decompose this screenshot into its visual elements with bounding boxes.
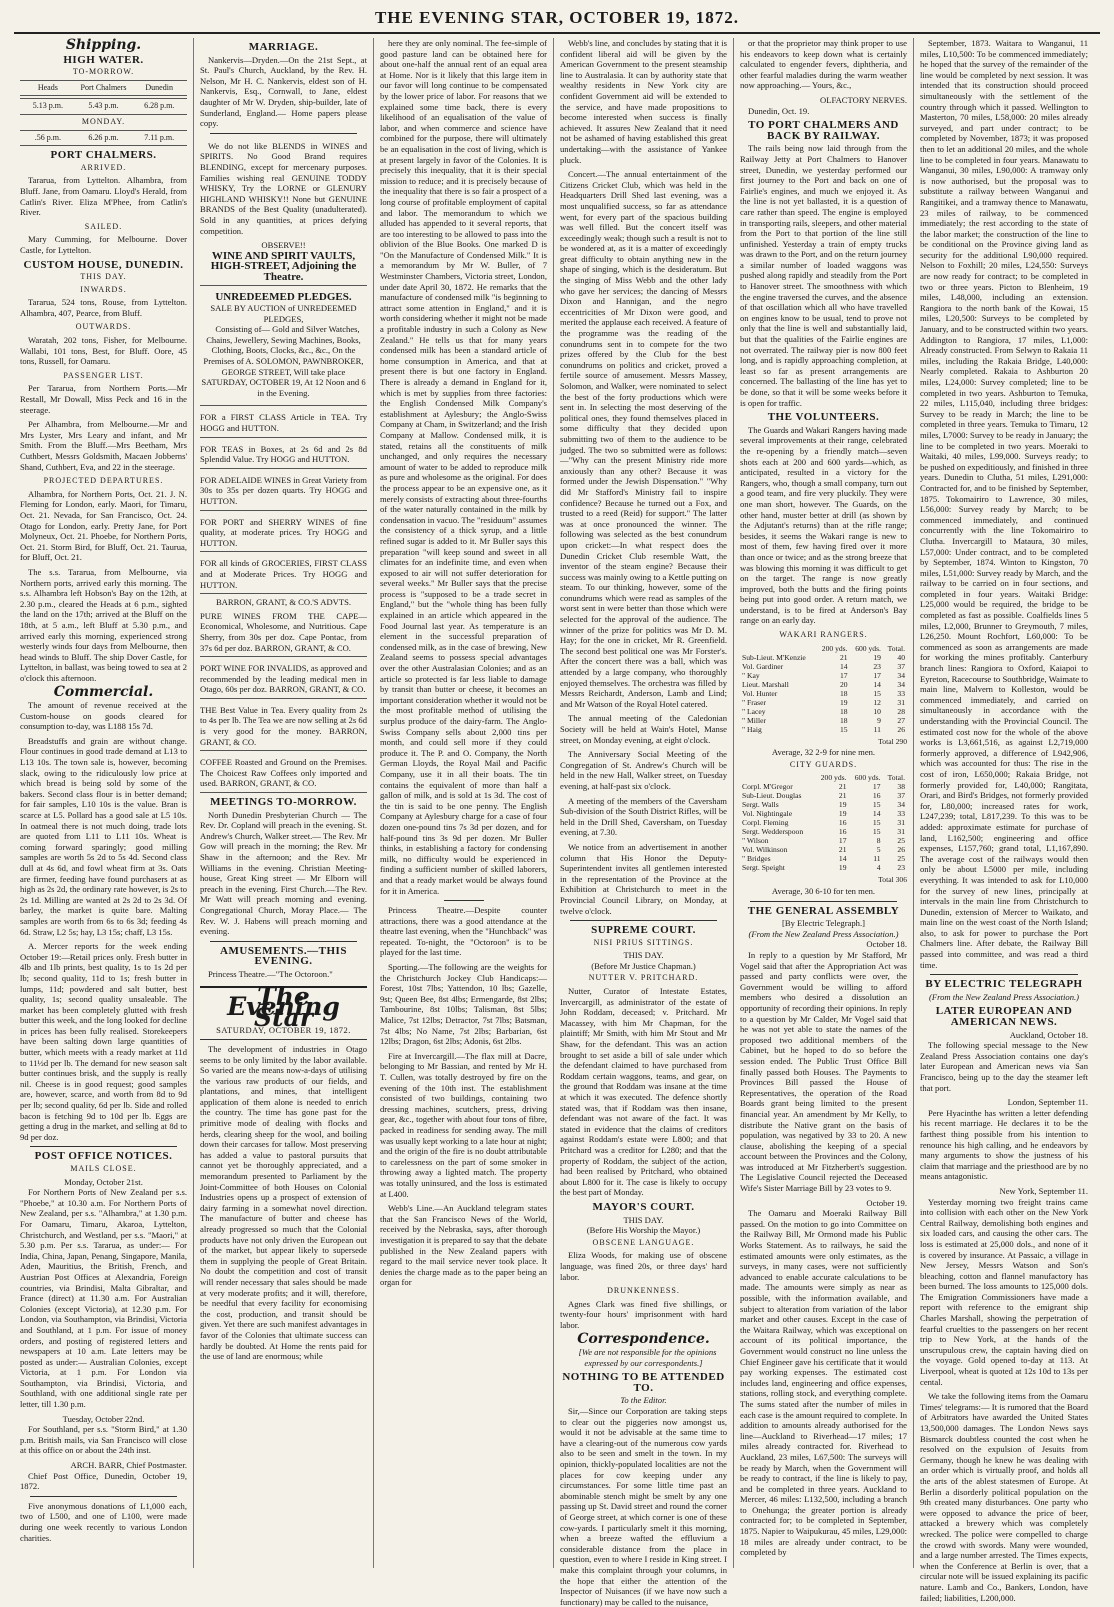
barron-heading: BARRON, GRANT, & CO.'S ADVTS.: [215, 597, 352, 608]
tide-cell: 7.11 p.m.: [144, 132, 175, 142]
table-cell: 17: [873, 670, 881, 680]
tide-cell: .56 p.m.: [34, 132, 61, 142]
wine-ad-text: We do not like BLENDS in WINES and SPIRITS. No Good Brand requires BLENDING, except for mercenary purposes. Families wishing real GENUINE TODDY WHISKY, Try the LORNE or GLENURY HIGHLAND WHISKY!! None but GENUINE BRANDS of the Best Quality (unadulterated). Sold in any quantities, at prices defying competition.: [200, 140, 367, 236]
table-cell: 33: [897, 688, 905, 698]
table-cell: 15: [872, 800, 881, 810]
tea-ad: FOR a FIRST CLASS Article in TEA. Try HOGG and HUTTON.: [200, 409, 367, 437]
inwards-text: Tararua, 524 tons, Rouse, from Lyttelton. Alhambra, 407, Pearce, from Bluff.: [20, 297, 187, 318]
column-local-news: [554, 38, 734, 1607]
table-cell: 33: [897, 809, 905, 819]
table-cell: 18: [839, 688, 848, 698]
table-cell: 10: [873, 706, 881, 716]
mails-close-label: MAILS CLOSE.: [70, 1164, 137, 1173]
column-advertisements: [194, 38, 374, 1568]
sailed-text: Mary Cumming, for Melbourne. Dover Castle, for Lyttelton.: [20, 234, 187, 255]
table-cell: 15: [872, 827, 881, 837]
table-cell: " Haig: [742, 724, 762, 734]
public-works-continued: September, 1873. Waitara to Wanganui, 11 miles, L10,500: To be commenced immediately; he hoped that the survey of the remainder of the line would be completed by next session. It was intended that its construction should proceed simultaneously with the settlement of the country through which it passed. Wellington to Masterton, 70 miles, L58,000: 20 miles already surveyed, and part under contract; to be completed by November, 1873; it was proposed then to let an additional 20 miles, and the whole line to be completed in four years. Manawatu to Wanganui, 30 miles, L90,000: A tramway only is now authorised, but the proposal was to substitute a railway between Wanganui and Rangitikei, and a tramway thence to Manawatu, 23 miles of railway, to be commenced immediately; the rest according to the state of the labor market; the construction of the line to be conditional on the Province giving land as security for the additional L90,000 required. Nelson to Foxhill; 20 miles, L24,550: Surveys are now ready for contract; to be completed in two or three years. Picton to Blenheim, 19 miles, L48,000, including an extension. Rangiora to the north bank of the Kowai, 15 miles, L20,500: Surveys to be completed by January, and to be constructed within two years. Addington to Rangiora, 17 miles, L1,000: Already constructed. From Selwyn to Rakaia 11 miles, including the Rakaia Bridge, L40,000: Nearly completed. Rakaia to Ashburton 20 miles, L24,000: Survey completed; line to be completed in two years. Ashburton to Temuka, 22 miles, L115,040, including three bridges: Survey to be ready in March; the line to be completed in three years. Temuka to Timaru, 12 miles, L7000: Survey to be ready in January; the line to be completed in two years. Moeraki to Waitaki, 40 miles, L99,000. Surveys ready; to be pushed on expeditiously, and finished in three years. Dunedin to Clutha, 51 miles, L291,000: Contracted for, and to be finished by September, 1875. Tokomairiro to Lawrence, 30 miles, L56,000: Survey ready by March; to be commenced immediately, and continued concurrently with the line Tokomairiro to Clutha. Invercargill to Mataura, 30 miles, L57,000: Under contract, and to be completed by September, 1874. Winton to Kingston, 70 miles, L51,000: Survey ready by March, and the railway to be carried on in four sections, and completed in four years. Waitaki Bridge: L25,000 would be required, the bridge to be completed as fast as possible. Coalfields lines 5 miles, L2,000, Brunner to Greymouth, 7 miles, L26,250. Mount Rochfort, L60,000: To be commenced as soon as arrangements are made for working the mines profitably. Canterbury branch lines: Rangiora to Oxford, Kaiapoi to Eyreton, Racecourse to Southbridge, Waimate to main line, Malvern to Kolleston, would be commenced immediately, and carried on simultaneously in accordance with the understanding with the Provincial Council. The estimated cost now for the whole of the above works is L3,661,516, as against L2,719,000 formerly approved, a difference of L942,906, which was accounted for thus: The rise in the cost of iron, L650,000; Rakaia Bridge, not formerly provided for, L40,000; Rangitata, Orari, and Bird's Bridges, not formerly provided for, L80,000; increased rates for work, L247,239; total, L817,239. To this was to be added: approximate estimate for purchase of land, L162,500; engineering and office expenses, L157,760; grand total, L1,167,890. The average cost of the railways would then only be about L5000 per mile, including everything. It was intended to ask for L10,000 for the survey of new lines, principally at intervals in the main line from Christchurch to Dunedin, extension of Mercer to Waikato, and main line on the west coast of the North Island; also, to ask for power to purchase the Port Chalmers line. After debate, the Railway Bill passed into committee, and was read a third time.: [920, 38, 1088, 970]
masthead: THE EVENING STAR, OCTOBER 19, 1872.: [14, 6, 1100, 34]
nameplate-date: SATURDAY, OCTOBER 19, 1872.: [200, 1025, 367, 1040]
divider: [444, 900, 484, 901]
wakari-total: Total 290: [878, 736, 907, 746]
passenger-text-2: Per Alhambra, from Melbourne.—Mr and Mrs Lyster, Mrs Leary and infant, and Mr Smith. From the Bluff.—Mrs Beetham, Mrs Cuthbert, Messrs Goldsmith, Macaen Jobberns' Shand, Cuthbert, Eva, and 22 in the steerage.: [20, 419, 187, 472]
letter-title: NOTHING TO BE ATTENDED TO.: [562, 1371, 725, 1394]
leader-article: The development of industries in Otago seems to be only limited by the labor available. So varied are the means now-a-days of utilising the various raw products of our fields, and plantations, and mines, that intelligent application of them alone is needed to enrich the country. The time has gone past for the primitive mode of dealing with flocks and herds, clearing sheep for the wool, and boiling down their carcases for tallow. Most preserving has added a value to pastoral pursuits that cannot yet be thoroughly appreciated, and a memorandum presented to Parliament by the Joint-Committee of both Houses on Colonial Industries opens up a prospect of extension of dairy farming in a somewhat novel direction. The manufacture of butter and cheese has already progressed so much that the Colonial products have not only driven the European out of the market, but appear likely to supersede them in supplying the people of Great Britain. No doubt the competition and cost of transit will render necessary that sales should be made at very moderate profits; and it will, therefore, be needful that every facility for economising the cost, production, and transit should be given. Yet there are such manifest advantages in favor of the Colonies that ultimate success can hardly be doubted. At Home the rents paid for the use of land are enormous; while: [200, 1043, 367, 1362]
mails-text: For Northern Ports of New Zealand per s.s. "Phoebe," at 10.30 a.m. For Northern Ports of New Zealand, per s.s. "Alhambra," at 1.30 p.m. For Oamaru, Timaru, Akaroa, Lyttelton, Christchurch, and Westland, per s.s. "Maori," at 5.30 p.m. Per s.s. Tararua, as under:— For India, China, Japan, Penang, Singapore, Manila, Aden, Mauritius, the British, French, and Austrian Post Offices at Alexandria, Foreign countries, via Brindisi, Malta Gibraltar, and France (direct) at 11.30 a.m. For Australian Colonies (except Victoria), at 12.30 p.m. For London, via Southampton, via Brindisi, Victoria and Southland, at 1 p.m. For issue of money orders, and posting of registered letters and newspapers at 10 a.m. Late letters may be posted as under:— Australian Colonies, except Victoria, at 1 p.m. For London via Southampton, via Brindisi, Victoria, and Southland, with one additional single rate per letter, till 1.30 p.m.: [20, 1187, 187, 1410]
volunteers-heading: THE VOLUNTEERS.: [767, 411, 880, 424]
table-cell: 37: [897, 661, 905, 671]
table-cell: Sergt. Walls: [742, 800, 779, 810]
coffee-ad: COFFEE Roasted and Ground on the Premises. The Choicest Raw Coffees only imported and used. BARRON, GRANT, & CO.: [200, 754, 367, 793]
pledges-subtitle: SALE BY AUCTION of UNREDEEMED PLEDGES,: [210, 303, 357, 324]
assembly-heading: THE GENERAL ASSEMBLY: [747, 904, 900, 917]
guards-table-body: [740, 782, 907, 872]
this-day-label: THIS DAY.: [623, 950, 664, 961]
table-header-cell: [740, 773, 814, 782]
table-cell: Sub-Lieut. Douglas: [742, 791, 802, 801]
marriage-text: Nankervis—Dryden.—On the 21st Sept., at St. Paul's Church, Auckland, by the Rev. H. Nelson, Mr H. C. Nankervis, eldest son of H. Nankervis, Esq., Cornwall, to Jane, eldest daughter of Mr W. Dryden, ship-builder, late of Sunderland, England.— Home papers please copy.: [200, 54, 367, 129]
table-cell: Lieut. Marshall: [742, 679, 789, 689]
table-row: [740, 680, 907, 689]
table-cell: 17: [839, 670, 848, 680]
wine-vaults-label: WINE AND SPIRIT VAULTS, HIGH-STREET, Adjoining the Theatre.: [210, 249, 357, 283]
fire-item: Fire at Invercargill.—The flax mill at Dacre, belonging to Mr Bassian, and rented by Mr H. T. Cullen, was totally destroyed by fire on the evening of the 10th inst. The establishment consisted of two buildings, containing two dressing machines, scutchers, press, driving gear, &c., together with about four tons of fibre, packed in readiness for sending away. The mill was usually kept working to a late hour at night; and the origin of the fire is no doubt attributable to carelessness on the part of some smoker in throwing away a lighted match. The property was totally uninsured, and the loss is estimated at L400.: [380, 1050, 547, 1199]
letter-continued: or that the proprietor may think proper to use his endeavors to keep down what is certainly calculated to engender fevers, diphtheria, and other fearful maladies during the warm weather now approaching.— Yours, &c.,: [740, 38, 907, 91]
table-cell: 26: [897, 845, 905, 855]
table-row: [740, 800, 907, 809]
mayors-before-label: (Before His Worship the Mayor.): [586, 1225, 701, 1236]
meetings-heading: MEETINGS TO-MORROW.: [210, 796, 357, 809]
table-cell: 23: [873, 661, 881, 671]
tide-row-monday: [20, 130, 187, 147]
table-cell: " Lacey: [742, 706, 766, 716]
table-header-row: [740, 644, 907, 653]
table-cell: 14: [872, 809, 881, 819]
pledges-title: UNREDEEMED PLEDGES.: [215, 291, 352, 304]
table-cell: 15: [873, 688, 881, 698]
tea-boxes-ad: FOR TEAS in Boxes, at 2s 6d and 2s 8d Splendid Value. Try HOGG and HUTTON.: [200, 441, 367, 469]
newyork-dateline: New York, September 11.: [999, 1185, 1088, 1196]
guards-score-table: [740, 773, 907, 872]
table-cell: " Bridges: [742, 854, 771, 864]
tide-cell: 6.28 p.m.: [144, 101, 175, 111]
table-cell: 11: [873, 854, 881, 864]
wakari-heading: WAKARI RANGERS.: [779, 630, 868, 640]
table-row: [740, 698, 907, 707]
commercial-heading: Commercial.: [53, 684, 154, 701]
port-chalmers-heading: PORT CHALMERS.: [50, 149, 157, 162]
railway-heading: TO PORT CHALMERS AND BACK BY RAILWAY.: [748, 119, 899, 142]
monday-label: MONDAY.: [81, 116, 126, 126]
webbs-line-item: Webb's Line.—An Auckland telegram states that the San Francisco News of the World, received by the Nebraska, says, after thorough investigation it is prepared to say that the debate published in the New Zealand papers with regard to the mail service never took place. It denies the charge made as to the paper being an organ for: [380, 1203, 547, 1288]
groceries-ad: FOR all kinds of GROCERIES, FIRST CLASS and at Moderate Prices. Try HOGG and HUTTON.: [200, 555, 367, 594]
table-cell: 15: [839, 724, 848, 734]
monday-date: Monday, October 21st.: [64, 1176, 143, 1187]
table-cell: 8: [876, 836, 881, 846]
theatre-item: Princess Theatre.—Despite counter attractions, there was a good attendance at the theatre last evening, when the "Hunchback" was repeated. To-night, the "Octoroon" is to be played for the last time.: [380, 905, 547, 958]
table-cell: 34: [897, 800, 905, 810]
correspondence-heading: Correspondence.: [577, 1331, 710, 1348]
table-row: [740, 845, 907, 854]
table-cell: " Fraser: [742, 697, 766, 707]
oamaru-telegrams: We take the following items from the Oamaru Times' telegrams:— It is rumored that the Board of Arbitrators have awarded the United States 13,500,000 damages. The London News says Bismarck doubtless counted the cost when he resolved on the expulsion of Jesuits from Germany, though he knew he was dealing with an order which is virtually proof, and holds all the arts of the ablest statesmen of Europe. At Berlin a disorderly political population on the 9th created many disturbances. One party who were opposed to advance the price of beer, attacked a brewery which was completely wrecked. The police were compelled to charge the crowd with swords. Many were wounded, and a large number arrested. The Times expects, when the Conference at Berlin is over, that a circular note will be issued explaining its pacific nature. Lamb and Co., Bankers, London, have failed; liabilities, L200,000.: [920, 1391, 1088, 1603]
table-row: [740, 854, 907, 863]
drunk-text: Agnes Clark was fined five shillings, or twenty-four hours' imprisonment with hard labor.: [560, 1298, 727, 1330]
table-header-cell: [740, 644, 816, 653]
letter-text: Sir,—Since our Corporation are taking steps to clear out the piggeries now amongst us, would it not be advisable at the same time to have a clearing-out of the numerous cow yards also to be seen and smelt in the town. In my opinion, thickly-populated localities are not the places for cow keeping under any circumstances. For some little time past an abominable stench might be smelt by any one passing up St. David street and round the corner of George street, at which corner is one of these cow-yards. I particularly smelt it this morning, when a breeze wafted the effluvium a considerable distance from the place in question, even to where I reside in King street. I make this complaint through your columns, in the hope that either the attention of the Inspector of Nuisances (if we have now such a functionary) may be called to the nuisance,: [560, 1406, 727, 1607]
table-cell: 16: [838, 818, 847, 828]
projected-label: PROJECTED DEPARTURES.: [43, 476, 164, 486]
table-cell: Vol. Nightingale: [742, 809, 793, 819]
guards-average: Average, 30 6-10 for ten men.: [771, 886, 876, 897]
table-cell: 37: [897, 791, 905, 801]
tea-value-ad: THE Best Value in Tea. Every quality from 2s to 4s per lb. The Tea we are now selling at 2s 6d is very good for the money. BARRON, GRANT, & CO.: [200, 702, 367, 751]
table-cell: 25: [897, 836, 905, 846]
table-row: [740, 716, 907, 725]
obscene-label: OBSCENE LANGUAGE.: [592, 1237, 695, 1247]
pledges-text: Consisting of— Gold and Silver Watches, Chains, Jewellery, Sewing Machines, Books, Clothing, Boots, Clocks, &c., &c., On the Premises of A. SOLOMON, PAWNBROKER, GEORGE STREET, Will take place SATURDAY, OCTOBER 19, At 12 Noon and 6 in the Evening.: [201, 324, 366, 398]
tide-head-port: Port Chalmers: [80, 82, 127, 92]
observe-label: OBSERVE!!: [261, 240, 306, 251]
shipping-paragraph: The s.s. Tararua, from Melbourne, via Northern ports, arrived early this morning. The s.s. Alhambra left Hobson's Bay on the 12th, at 2.30 p.m., cleared the Heads at 6 p.m., sighted the land on the 17th; arrived at the Bluff on the 18th, at 5 a.m., left Bluff at 5.30 p.m., and arrived early this morning, experienced strong westerly winds four days from Melbourne, then head winds to Bluff. The ship Dover Castle, for Lyttelton, in ballast, was being towed to sea at 2 o'clock this afternoon.: [20, 566, 187, 683]
table-cell: 14: [838, 854, 847, 864]
assembly-date: October 18.: [866, 939, 907, 950]
table-cell: " Kay: [742, 670, 760, 680]
table-row: [740, 809, 907, 818]
table-cell: 19: [838, 809, 847, 819]
disclaimer-text: [We are not responsible for the opinions expressed by our correspondents.]: [578, 1347, 717, 1368]
adelaide-wines-ad: FOR ADELAIDE WINES in Great Variety from 30s to 35s per dozen quarts. Try HOGG and HUTTON.: [200, 472, 367, 511]
table-cell: 19: [838, 863, 847, 873]
table-cell: Corpl. Fleming: [742, 818, 789, 828]
table-row: [740, 725, 907, 734]
commercial-para-1: The amount of revenue received at the Custom-house on goods cleared for consumption to-day, was L188 15s 7d.: [20, 700, 187, 732]
customs-heading: CUSTOM HOUSE, DUNEDIN.: [23, 258, 184, 271]
column-editorial: [374, 38, 554, 1568]
column-shipping: [14, 38, 194, 1568]
table-row: [740, 818, 907, 827]
newspaper-nameplate: The Evening Star: [200, 986, 367, 1024]
amusements-heading: AMUSEMENTS.—THIS EVENING.: [220, 944, 347, 968]
port-invalids-ad: PORT WINE FOR INVALIDS, as approved and recommended by the leading medical men in Otago, 60s per doz. BARRON, GRANT, & CO.: [200, 660, 367, 699]
table-cell: 17: [838, 836, 847, 846]
table-cell: 17: [872, 782, 881, 792]
table-cell: 16: [838, 827, 847, 837]
caversham-item: A meeting of the members of the Caversham Sub-division of the South District Rifles, will be held in the Drill Shed, Caversham, on Tuesday evening, at 7.30.: [560, 795, 727, 838]
table-header-cell: 600 yds.: [854, 773, 881, 783]
case-text: Nutter, Curator of Intestate Estates, Invercargill, as administrator of the estate of John Roddam, deceased; v. Pritchard. Mr Macassey, with him Mr Chapman, for the plaintiff; Mr Smith, with him Mr Stout and Mr Shaw, for the defendant. This was an action brought to set aside a bill of sale under which the defendant claimed to have purchased from Roddam certain waggons, teams, and gear, on the ground that Roddam was insane at the time at which it was executed. The defence shortly stated was, that if Roddam was then insane, defendant was not aware of the fact. It was stated in evidence that the claims of creditors against Roddam's estate were L800; and that Pritchard was a creditor for L280; and that the property of Roddam, the subject of the action, had been realised by Pritchard, who obtained about L800 for it. The case is likely to occupy the best part of Monday.: [560, 986, 727, 1198]
table-cell: 14: [839, 661, 848, 671]
sailed-label: SAILED.: [84, 221, 123, 231]
table-cell: 20: [839, 679, 848, 689]
outwards-text: Waratah, 202 tons, Fisher, for Melbourne. Wallabi, 101 tons, Best, for Bluff. Oore, 45 tons, Russell, for Oamaru.: [20, 335, 187, 367]
column-railway-volunteers: [734, 38, 914, 1568]
cape-wines-ad: PURE WINES FROM THE CAPE— Economical, Wholesome, and Nutritious. Cape Sherry, from 30s per doz. Cape Pontac, from 37s 6d per doz. BARRON, GRANT, & CO.: [200, 608, 367, 657]
caledonian-item: The annual meeting of the Caledonian Society will be held at Wain's Hotel, Manse street, on Monday evening, at eight o'clock.: [560, 713, 727, 745]
table-cell: Corpl. M'Gregor: [742, 782, 793, 792]
tide-row-tomorrow: [20, 98, 187, 115]
drunk-label: DRUNKENNESS.: [607, 1286, 680, 1296]
table-cell: 38: [897, 782, 905, 792]
divider: [750, 901, 897, 902]
table-cell: 21: [838, 782, 847, 792]
nisi-prius-label: NISI PRIUS SITTINGS.: [593, 937, 694, 947]
table-cell: 31: [897, 818, 905, 828]
table-cell: 21: [838, 791, 847, 801]
pledges-advertisement: [200, 289, 367, 406]
this-day-label: THIS DAY.: [80, 272, 127, 282]
meetings-text: North Dunedin Presbyterian Church — The Rev. Dr. Copland will preach in the evening. St. Andrew's Church, Walker street.— The Rev. Mr Gow will preach in the morning; the Rev. Mr Shaw in the afternoon; and the Rev. Mr Williams in the evening. Christian Meeting-house, Great King street — Mr Elborn will preach in the evening. First Church.—The Rev. Mr Watt will preach morning and evening. Congregational Church, Moray Place.— The Rev. W. J. Habens will preach morning and evening.: [200, 809, 367, 937]
divider: [570, 920, 717, 921]
arrived-text: Tararua, from Lyttelton. Alhambra, from Bluff. Jane, from Oamaru. Lloyd's Herald, from Catlin's River. Eliza M'Phee, from Catlin's River.: [20, 175, 187, 218]
postmaster-signature: ARCH. BARR, Chief Postmaster.: [70, 1460, 187, 1471]
to-editor-label: To the Editor.: [620, 1395, 667, 1406]
table-header-cell: 600 yds.: [855, 643, 881, 653]
table-header-cell: Total.: [887, 643, 905, 653]
obscene-text: Eliza Woods, for making use of obscene language, was fined 20s, or three days' hard labor.: [560, 1250, 727, 1282]
post-office-place: Chief Post Office, Dunedin, October 19, 1872.: [20, 1470, 187, 1492]
telegraph-heading: BY ELECTRIC TELEGRAPH: [925, 978, 1083, 991]
table-cell: 4: [876, 863, 881, 873]
divider: [210, 941, 357, 942]
port-sherry-ad: FOR PORT and SHERRY WINES of fine quality, at moderate prices. Try HOGG and HUTTON.: [200, 514, 367, 553]
newyork-news: Yesterday morning two freight trains came into collision with each other on the New York Central Railway, demolishing both engines and six loaded cars, and causing the other cars. The loss is estimated at 25,000 dols., and none of it is covered by insurance. At Passaic, a village in New Jersey, Messrs Watson and Son's bleaching, cotton and flannel manufactory has been burned. The loss amounts to 125,000 dols. The Emigration Commissioners have made a report with reference to the emigrant ship Charles Marshall, showing the perpetration of fearful cruelties to the passengers on her recent trip to New York, at the hands of the unscrupulous crew, the captain having died on the voyage. Gold opened to-day at 113. At Liverpool, wheat is quoted at 12s 10d to 13s per cental.: [920, 1196, 1088, 1387]
table-cell: 5: [876, 845, 881, 855]
tide-cell: 6.26 p.m.: [88, 132, 119, 142]
amusements-text: Princess Theatre.—"The Octoroon.": [208, 968, 333, 979]
wakari-average: Average, 32 2-9 for nine men.: [771, 747, 876, 758]
assembly-text: In reply to a question by Mr Stafford, Mr Vogel said that after the Appropriation Act was passed and party conflicts were over, the Government would be willing to afford members who desired a dissolution an opportunity of recording their opinions. In reply to a question by Mr Calder, Mr Vogel said that he was not yet able to state the names of the proposed two additional members of the Cabinet, but he hoped to do so before the session ended. The Public Trust Office Bill finally passed both Houses. The Payments to Provinces Bill passed the House of Representatives, the operation of the Road Boards grant being limited to the present financial year. An amendment by Mr Kelly, to distribute the Native grant on the basis of population, was negatived by 33 to 20. A new clause, abolishing the keeping of a special account between the Provinces and the Colony, was introduced at Mr Fitzherbert's suggestion. The Legislative Council rejected the Deceased Wife's Sister Marriage Bill by 23 votes to 9.: [740, 950, 907, 1194]
telegraph-label: [By Electric Telegraph.]: [782, 918, 865, 929]
table-row: [740, 662, 907, 671]
table-row: [740, 836, 907, 845]
table-cell: " Wilson: [742, 836, 769, 846]
table-cell: Vol. Gardiner: [742, 661, 784, 671]
table-cell: 19: [839, 697, 848, 707]
passenger-text: Per Tararua, from Northern Ports.—Mr Restall, Mr Dowall, Miss Peck and 16 in the steerage.: [20, 383, 187, 415]
column-telegraph: [914, 38, 1094, 1603]
table-cell: 9: [877, 715, 881, 725]
table-cell: 11: [873, 724, 881, 734]
webbs-line-continued: Webb's line, and concludes by stating that it is confident liberal aid will be given by the American Government to the present steamship line to Australasia. It can by authority state that wealthy residents in New York city are confident Government aid will be extended to the service, and have made propositions to become interested when success is finally achieved. It assures New Zealand that it need not be ashamed of having established this great undertaking—with the assistance of Yankee pluck.: [560, 38, 727, 165]
telegraph-intro: The following special message to the New Zealand Press Association contains one day's later European and American news via San Francisco, being up to the day the steamer left that port.: [920, 1040, 1088, 1093]
later-news-heading: LATER EUROPEAN AND AMERICAN NEWS.: [935, 1005, 1073, 1029]
charities-item: Five anonymous donations of L1,000 each, two of L500, and one of L100, were made during one week recently to various London charities.: [20, 1500, 187, 1543]
table-cell: Vol. Hunter: [742, 688, 778, 698]
guards-total: Total 306: [878, 875, 907, 885]
table-cell: 21: [838, 845, 847, 855]
table-cell: Vol. Wilkinson: [742, 845, 788, 855]
table-row: [740, 782, 907, 791]
inwards-label: INWARDS.: [80, 284, 127, 294]
assembly-text-2: The Oamaru and Moeraki Railway Bill passed. On the motion to go into Committee on the Railway Bill, Mr Ormond made his Public Works Statement. As to railways, he said the estimated amounts were only estimates, as the surveys, in many cases, were not sufficiently advanced to enable accurate calculations to be made. The amounts were simply as near as possible, with the information available, and subject to alteration from variation of the labor market and other causes. Except in the case of the Waitara Railway, which was exceptional on account of its political importance, the Government would construct no line unless the Chief Engineer gave his certificate that it would pay working expenses. The estimated cost includes land, engineering and office expenses, stations, rolling stock, and everything complete. The sums stated after the number of miles in each case is the amount required to complete. In addition to amounts already authorised for the line—Auckland to Riverhead—17 miles; 17 miles already contracted for. Riverhead to Auckland, 23 miles, L67,500: The surveys will be ready by March, when the Government will be ready to contract, if the line is likely to pay, and be completed in three years. Auckland to Mercer, 46 miles: L132,500, including a branch to Onehunga; the greater portion is already contracted for; to be completed in September, 1875. Napier to Waipukurau, 45 miles, L29,000: 18 miles are already under contract, to be completed by: [740, 1208, 907, 1558]
table-cell: 25: [897, 854, 905, 864]
tide-cell: 5.43 p.m.: [88, 101, 119, 111]
editorial-continued: here they are only nominal. The fee-simple of good pasture land can be obtained here for about one-half the annual rent of an equal area at Home. Nor is it likely that this large item in our favor will long continue to be compensated by the lower price of labor. For reasons that we explained some time back, there is every likelihood of an equalisation of the value of labor, and when commerce and science have combined for the purpose, there will ultimately be an equalisation in the cost of living, which is at present largely in favor of the Colonies. It is precisely this inequality, that it is their special mission to reduce; and it is precisely because of the inequality that there is so fair a prospect of a long course of profitable employment of capital and labor. The memorandum to which we alluded has appended to it several reports, that are too interesting to be allowed to pass into the oblivion of the Blue Books. One marked D is "On the Manufacture of Condensed Milk." It is a memorandum by Mr W. Buller, of 7 Westminster Chambers, Victoria street, London, under date April 30, 1872. He remarks that the manufacture of condensed milk "is beginning to attract some attention in England," and it is worth considering whether it might not be made a profitable industry in such a Colony as New Zealand." He tells us that for many years condensed milk has been a standard article of home consumption in America, and that at present there is but one factory in England. There is already a demand in England for it, which is met by supplies from three factories: the English Condensed Milk Company's establishment at Aylesbury; the Anglo-Swiss Company at Cham, in Switzerland; and the Irish Company at Mallow. Condensed milk, it is stated, retains all the constituents of milk unchanged, and only requires the necessary amount of water to be added to reproduce milk as pure and wholesome as the original. For does the process appear to be an expensive one, as it merely consists of extracting about three-fourths of the water naturally contained in the milk by condensation in vacuo. The "residuum" assumes the consistency of a thick syrup, and a little refined sugar is added to it. Mr Buller says this preparation "will keep sound and sweet in all climates for an indefinite time, and even when exposed to air will not suffer deterioration for several weeks." Mr Buller says that the precise process is "supposed to be a trade secret in England," but the "whole thing has been fully explained in an article which appeared in the Food Journal last year. As temperature is an element in the successful preparation of condensed milk, as in the case of brewing, New Zealand seems to possess special advantages over the other Australasian Colonies; and as an article so protected is far less liable to damage by transit than butter or cheese, it becomes an important consideration whether it would not be the most profitable method of utilising the surplus produce of the dairy-farm. The Anglo-Swiss Company sells about 2,000 tins per month, and could sell more if they could produce it. The P. and O. Company, the North German Lloyds, the Royal Mail and Pacific Company, use it in all their boats. The tin contains the equivalent of more than half a gallon of milk, and is sold at 1s 3d. The cost of the tin is said to be one penny. The English Company at Aylesbury charge for a case of four dozen one-pound tins 7s 3d per dozen, and for half-pound tins 3s 9d per dozen. Mr Buller thinks, in establishing a factory for condensing milk, no difficulty would be experienced in finding a sufficient number of skilled laborers, and that a ready market would be always found for it in America.: [380, 38, 547, 896]
table-cell: 18: [839, 715, 848, 725]
table-cell: 23: [897, 863, 905, 873]
table-cell: 34: [897, 670, 905, 680]
table-header-cell: Total.: [887, 773, 905, 783]
table-header-cell: 200 yds.: [820, 773, 847, 783]
case-title: NUTTER V. PRITCHARD.: [588, 973, 699, 983]
before-label: (Before Mr Justice Chapman.): [591, 960, 696, 971]
columns: [14, 37, 1100, 1607]
assembly-date-2: October 19.: [866, 1197, 907, 1208]
wine-advertisement: [200, 138, 367, 287]
auckland-dateline: Auckland, October 18.: [1009, 1029, 1088, 1040]
table-row: [740, 707, 907, 716]
table-row: [740, 671, 907, 680]
london-dateline: London, September 11.: [1007, 1097, 1088, 1108]
table-cell: 14: [873, 679, 881, 689]
commercial-para-3: A. Mercer reports for the week ending October 19:—Retail prices only. Fresh butter in 4lb and 1lb prints, best quality, 1s to 1s 2d per lb; second quality, 11d to 1s; fresh butter in lumps, 11d; powdered and salt butter, best quality, 1s; second quality unsaleable. The market has been completely glutted with fresh butter this week, and the long looked for decline in prices has been fully realised. Storekeepers have been salting down large quantities of butter, which meets with a ready market at 11d to 11½d per lb. The demand for new season salt butter continues brisk, and the supply is really nil. Cheese is in good request; good samples are, however, scarce, and worth from 8d to 9d per lb; second quality, 6d per lb. Side and rolled bacon is fetching 9d to 10d per lb. Eggs are getting a drug in the market, and selling at 8d to 9d per doz.: [20, 941, 187, 1142]
tuesday-date: Tuesday, October 22nd.: [62, 1413, 145, 1424]
railway-text: The rails being now laid through from the Railway Jetty at Port Chalmers to Hanover street, Dunedin, we yesterday performed our first journey to the Port and back on one of Fairlie's engines, and much we enjoyed it. As the line is not yet ballasted, it is a question of care rather than speed. The engine is employed in transporting rails, sleepers, and other material from the Port to that portion of the line still unfinished. Yesterday a train of empty trucks was drawn to the Port, and on the return journey a similar number of loaded waggons was pushed along rapidly and steadily from the Port to Hanover street. The smoothness with which the engine traversed the curves, and the absence of that oscillation which all who have travelled on engines know to be usual, tend to prove not only that the line is well and substantially laid, but that the qualities of the Fairlie engines are not overrated. The railway pier is now 800 feet long, and is rapidly approaching completion, at least so far as present arrangements are concerned. The ballasting of the line has yet to be done, so that it will be some weeks before it is open for traffic.: [740, 143, 907, 408]
divider: [930, 974, 1078, 975]
table-cell: Sub-Lieut. M'Kenzie: [742, 652, 806, 662]
letter-signature: OLFACTORY NERVES.: [819, 94, 907, 105]
table-cell: Sergt. Speight: [742, 863, 785, 873]
table-cell: 21: [839, 652, 848, 662]
wakari-score-table: [740, 644, 907, 734]
arrived-label: ARRIVED.: [80, 162, 127, 172]
projected-text: Alhambra, for Northern Ports, Oct. 21. J. N. Fleming for London, early. Maori, for Timaru, Oct. 21. Nevada, for San Francisco, Oct. 24. Otago for London, early. Pretty Jane, for Port Molyneux, Oct. 21. Phoebe, for Northern Ports, Oct. 21. Storm Bird, for Bluff, Oct. 21. Taurua, for Bluff, Oct. 21.: [20, 488, 187, 563]
tuesday-text: For Southland, per s.s. "Storm Bird," at 1.30 p.m. British mails, via San Francisco will close at this office on or about the 24th inst.: [20, 1424, 187, 1456]
london-news: Pere Hyacinthe has written a letter defending his recent marriage. He declares it to be the farthest thing possible from his intention to renounce his high calling, and he endeavors by many arguments to show the justness of his claim that marriage and the priesthood are by no means antagonistic.: [920, 1107, 1088, 1182]
volunteers-text: The Guards and Wakari Rangers having made several improvements at their range, celebrated the re-opening by a friendly match—seven shots each at 200 and 600 yards—which, as anticipated, resulted in a victory for the Rangers, who, though a small company, turn out a good team, and fire very pluckily. They were one man short, however. The Guards, on the other hand, muster better at drill (as shown by the Adjutant's returns) than at the rifle range; besides, it seems the Wakari range is new to most of them, few having fired over it more than once or twice; and as the strong breeze that was blowing this morning it was difficult to get on the target. The range is now greatly improved, both the butts and the firing points being put into good order. A return match, we understand, is to be fired at Anderson's Bay range on an early day.: [740, 424, 907, 626]
commercial-para-2: Breadstuffs and grain are without change. Flour continues in good trade demand at L13 to L13 10s. The town sale is, however, becoming slack, owing to the ridiculously low price at which bread is being sold by some of the bakers. Second class flour is in better demand; for fair samples, L10 10s is the value. Bran is scarce at L5. Pollard has a good sale at L5 10s. In oatmeal there is not much doing, trade lots are quoted from L11 to L11 10s. Wheat is coming forward sparingly; good milling samples are worth 5s 2d to 5s 4d. Second class dull at 4s 6d, and fowl wheat firm at 3s. Oats are firmer, feeding have found purchasers at as high as 2s 2d, the ordinary rate however, is 2s to 2s 1d. Milling are wanted at 2s 2d to 2s 3d. Of barley, the market is quite bare. Malting samples are worth from 6s to 6s 3d; feeding 4s 6d. Straw, L2 5s; hay, L3 15s; chaff, L3 15s.: [20, 735, 187, 937]
table-row: [740, 827, 907, 836]
mayors-court-heading: MAYOR'S COURT.: [592, 1200, 695, 1213]
table-cell: 12: [873, 697, 881, 707]
outwards-label: OUTWARDS.: [75, 322, 132, 332]
table-cell: Sergt. Wedderspoon: [742, 827, 804, 837]
table-row: [740, 689, 907, 698]
table-cell: 27: [897, 715, 905, 725]
table-cell: 26: [897, 724, 905, 734]
divider: [30, 1146, 177, 1147]
table-header-cell: 200 yds.: [821, 643, 848, 653]
marriage-heading: MARRIAGE.: [248, 41, 319, 53]
high-water-heading: HIGH WATER.: [63, 53, 144, 66]
mayors-day-label: THIS DAY.: [623, 1214, 664, 1225]
supreme-court-heading: SUPREME COURT.: [591, 924, 696, 937]
tomorrow-label: TO-MORROW.: [72, 67, 135, 77]
table-cell: 40: [897, 652, 905, 662]
post-office-heading: POST OFFICE NOTICES.: [34, 1150, 173, 1163]
guards-heading: CITY GUARDS.: [789, 759, 858, 769]
divider: [210, 133, 357, 134]
table-cell: 16: [872, 791, 881, 801]
table-cell: 31: [897, 827, 905, 837]
divider: [30, 1496, 177, 1497]
table-cell: 31: [897, 697, 905, 707]
shipping-heading: Shipping.: [65, 37, 142, 53]
tide-cell: 5.13 p.m.: [32, 101, 63, 111]
table-cell: " Miller: [742, 715, 766, 725]
anniversary-item: The Anniversary Social Meeting of the Congregation of St. Andrew's Church will be held in the new Hall, Walker street, on Tuesday evening, at half-past six o'clock.: [560, 749, 727, 791]
table-cell: 18: [839, 706, 848, 716]
tide-head-heads: Heads: [37, 82, 58, 92]
table-cell: 34: [897, 679, 905, 689]
exhibition-item: We notice from an advertisement in another column that His Honor the Deputy-Superintendent invites all gentlemen interested in the representation of the Province at the Exhibition at Christchurch to meet in the Provincial Council Library, on Monday, at twelve o'clock.: [560, 841, 727, 916]
press-association-label: (From the New Zealand Press Association.): [748, 928, 899, 939]
table-cell: 19: [838, 800, 847, 810]
tide-head-dunedin: Dunedin: [145, 82, 173, 92]
table-header-row: [740, 773, 907, 782]
sporting-item: Sporting.—The following are the weights for the Christchurch Jockey Club Handicaps:—Forest, 10st 7lbs; Yattendon, 10 lbs; Gazelle, 9st; Queen Bee, 8st 4lbs; Ermengarde, 8st 2lbs; Tambourine, 8st 10lbs; Talisman, 8st 5lbs; Malice, 7st 12lbs; Detractor, 7st 7lbs; Batsman, 7st 4lbs; No Name, 7st 2lbs; Barbarian, 6st 12lbs; Dragon, 6st 2lbs; Adonis, 6st 2lbs.: [380, 962, 547, 1047]
letter-place: Dunedin, Oct. 19.: [748, 105, 810, 116]
table-row: [740, 863, 907, 872]
table-cell: 19: [873, 652, 881, 662]
table-row: [740, 653, 907, 662]
table-row: [740, 791, 907, 800]
table-cell: 28: [897, 706, 905, 716]
table-cell: 15: [872, 818, 881, 828]
press-association-label: (From the New Zealand Press Association.): [928, 991, 1080, 1002]
passenger-label: PASSENGER LIST.: [63, 370, 144, 380]
concert-item: Concert.—The annual entertainment of the Citizens Cricket Club, which was held in the Headquarters Drill Shed last evening, was a most unqualified success, so far as attendance went, for every part of the spacious building was well filled. But the concert itself was exceedingly weak; though such a result is not to be wondered at, as it is a matter of exceedingly great difficulty to obtain anything new in the shape of singing, which is the desideratum. But the singing of Miss Webb and the other lady who gave her services; the dancing of Messrs Dixon and Hannigan, and the negro eccentricities of Mr Dixon were good, and merited the applause each received. A feature of the programme was the reading of the conundrums sent in to compete for the two prizes offered by the Club for the best conundrums on politics and cricket, proved a fertile source of amusement. Messrs Massey, Solomon, and Walker, were nominated to select the best of the forty productions which were sent in. In selecting the most deserving of the political ones, they found themselves placed in some difficulty that they decided upon submitting two of them to the audience to be judged. The two so submitted were as follows:—"Why can the present Ministry ride more anxiously than any other? Because it was formed under the Jewish Dispensation." "Why did Mr Stafford's Ministry fail to inspire confidence? Because he turned out a Fox, and trusted to a reed (Reid) for support." The latter was at once pronounced the winner. The following was selected as the best conundrum upon cricket:—In what respect does the Dunedin Cricket Club resemble Watt, the inventor of the steam engine? Because their success was mainly owing to a Kettle putting on steam. To our thinking, however, some of the conundrums which were read as samples of the worst sent in were better than those which were selected for the approval of the audience. The winner of the prize for politics was Mr D. M. Hay; for the one in cricket, Mr R. Greenfield. The second best political one was Mr Forster's. After the concert there was a ball, which was attended by a large company, who thoroughly enjoyed themselves. The orchestra was filled by Messrs Reichardt, Anderson, Lamb and Lind; and Mr Watson of the Royal Hotel catered.: [560, 169, 727, 709]
wakari-table-body: [740, 653, 907, 734]
tide-header: [20, 80, 187, 97]
